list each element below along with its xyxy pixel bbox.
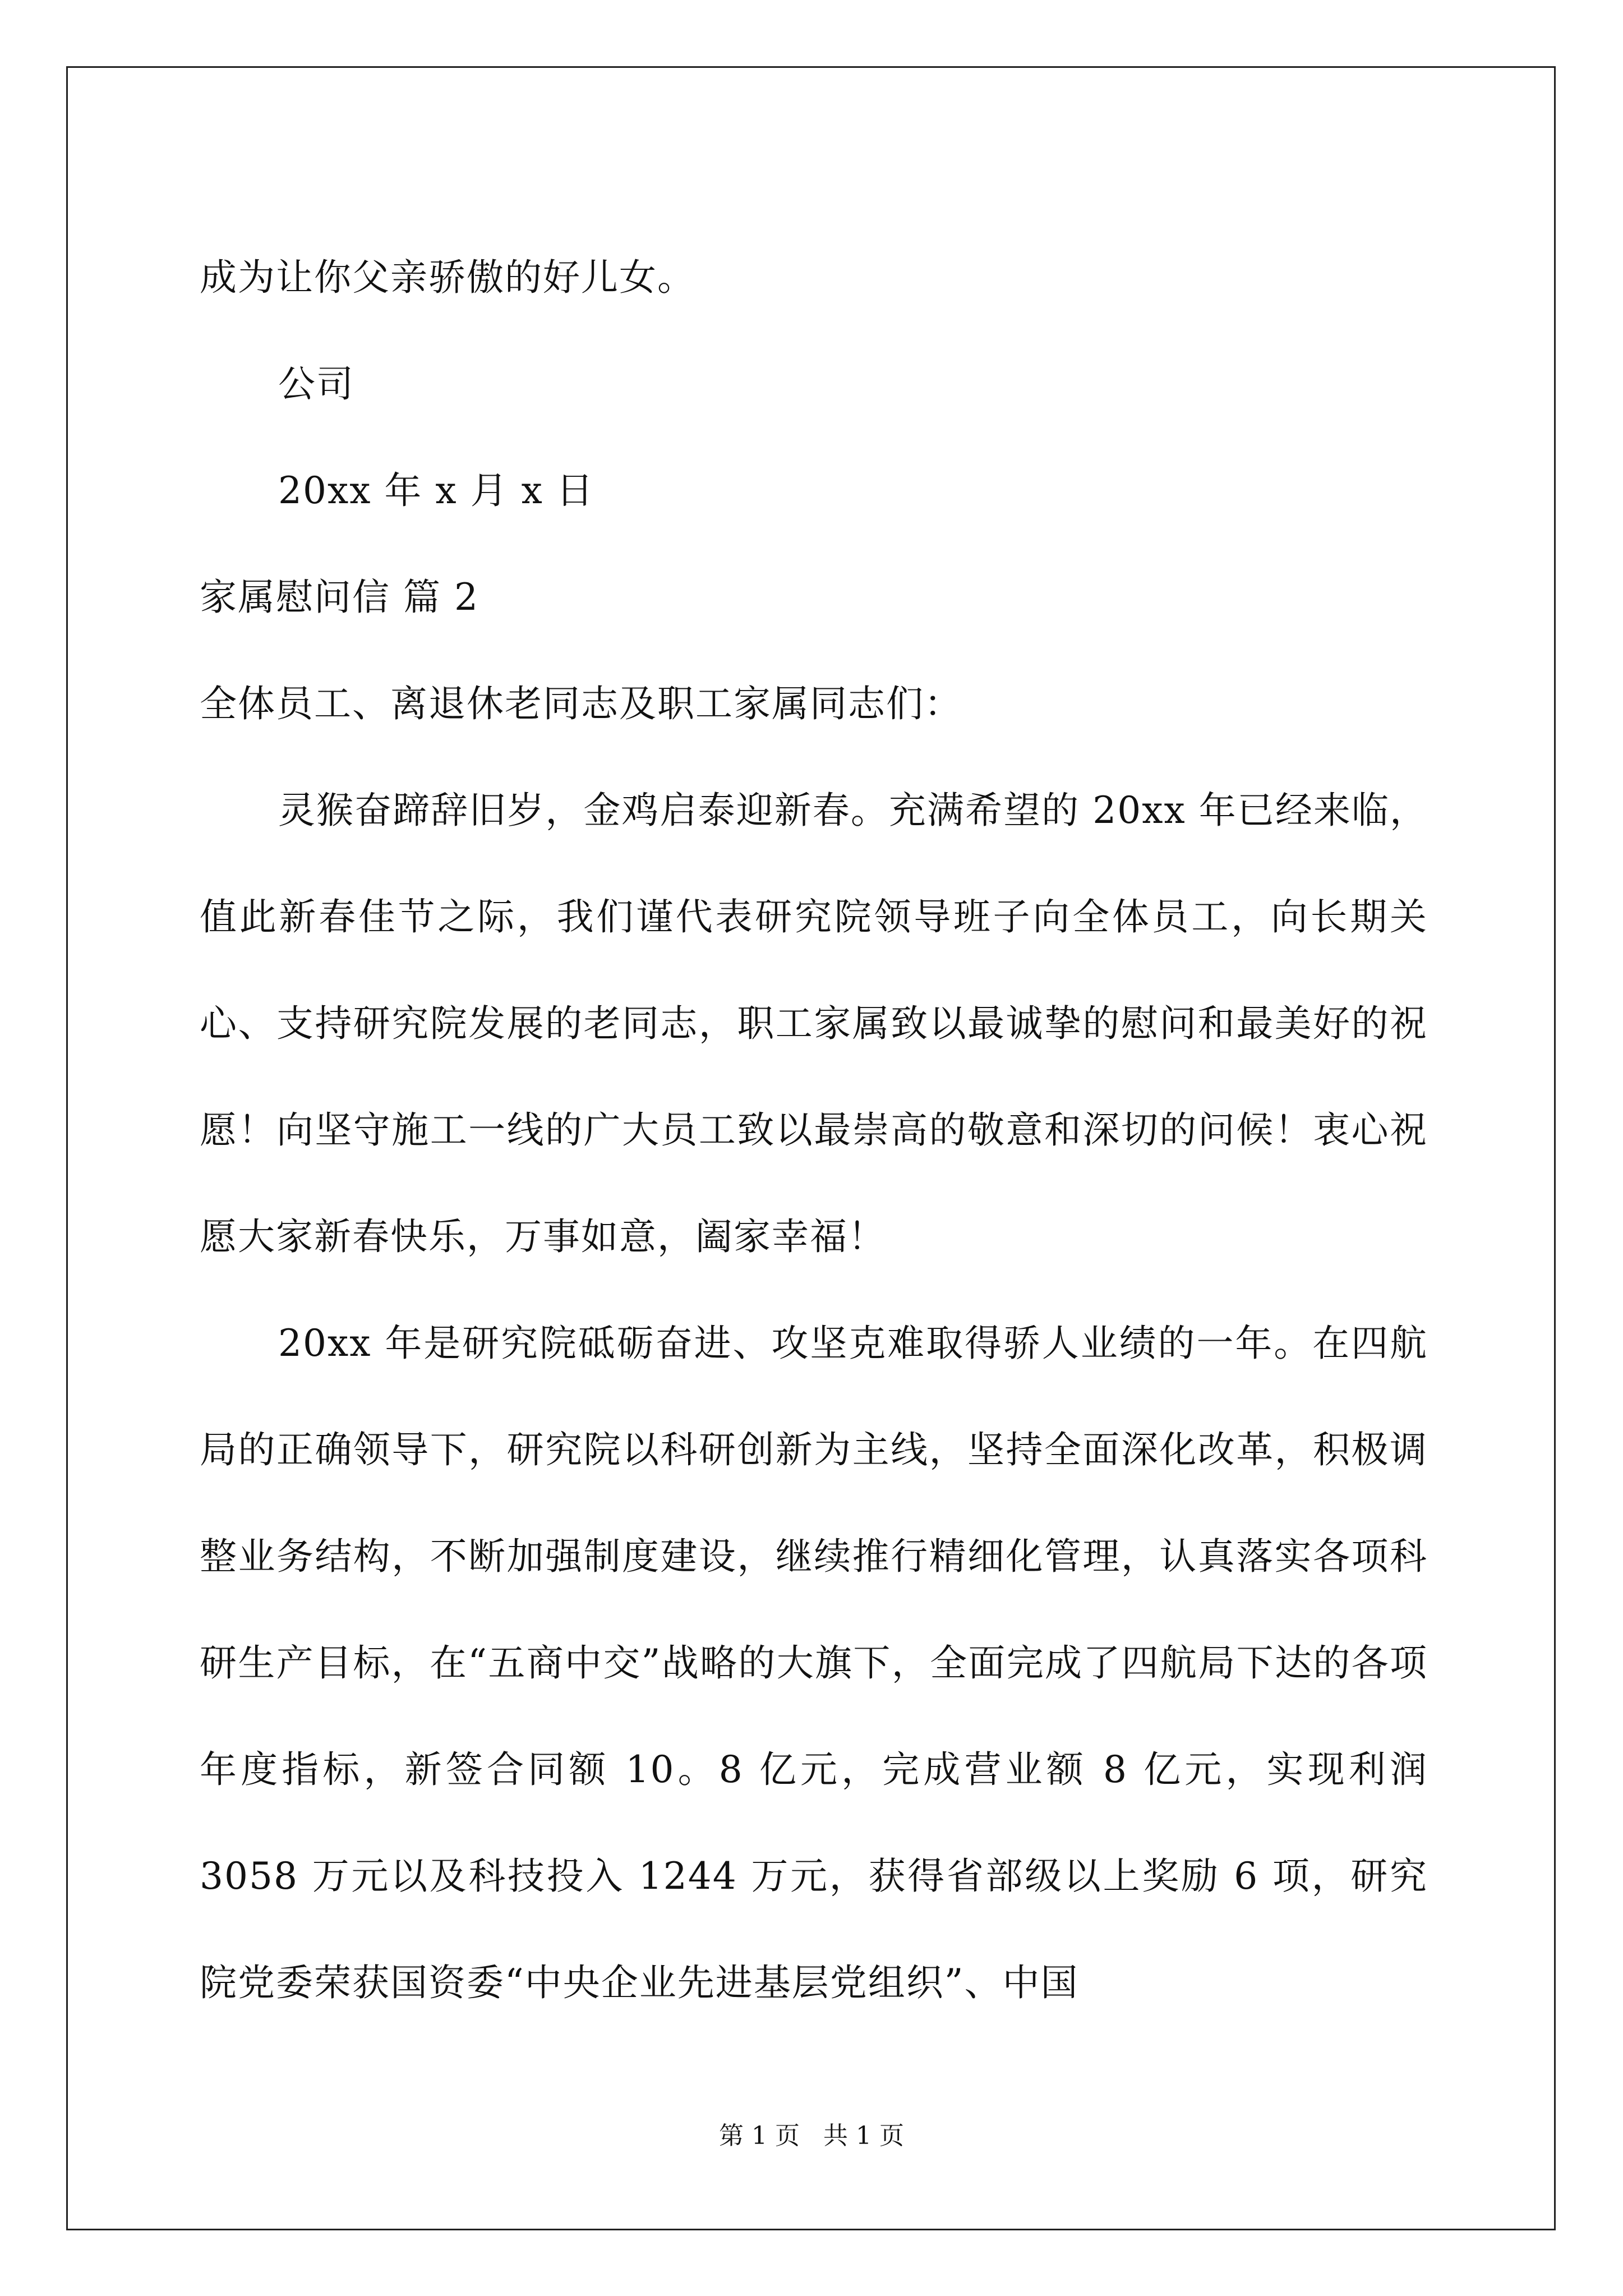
continuation-line: 成为让你父亲骄傲的好儿女。 [200, 256, 695, 299]
document-body [200, 224, 1428, 2036]
paragraph-block [200, 757, 1428, 2036]
salutation: 全体员工、离退休老同志及职工家属同志们： [200, 682, 962, 725]
section-heading: 家属慰问信 篇 2 [200, 576, 479, 619]
signature-company: 公司 [278, 362, 354, 406]
page-footer: 第 1 页 共 1 页 [719, 2122, 904, 2150]
signature-date: 20xx 年 x 月 x 日 [278, 469, 594, 512]
paragraph-greeting: 灵猴奋蹄辞旧岁，金鸡启泰迎新春。充满希望的 20xx 年已经来临，值此新春佳节之际，我们谨代表研究院领导班子向全体员工，向长期关心、支持研究院发展的老同志，职工家属致以最诚挚的慰问和最美好的祝愿！向坚守施工一线的广大员工致以最崇高的敬意和深切的问候！衷心祝愿大家新春快乐，万事如意，阖家幸福！ [200, 789, 1428, 1258]
paragraph-achievements: 20xx 年是研究院砥砺奋进、攻坚克难取得骄人业绩的一年。在四航局的正确领导下，研究院以科研创新为主线，坚持全面深化改革，积极调整业务结构，不断加强制度建设，继续推行精细化管理，认真落实各项科研生产目标，在“五商中交”战略的大旗下，全面完成了四航局下达的各项年度指标，新签合同额 10。8 亿元，完成营业额 8 亿元，实现利润 3058 万元以及科技投入 1244 万元，获得省部级以上奖励 6 项，研究院党委荣获国资委“中央企业先进基层党组织”、中国 [200, 1322, 1428, 2004]
